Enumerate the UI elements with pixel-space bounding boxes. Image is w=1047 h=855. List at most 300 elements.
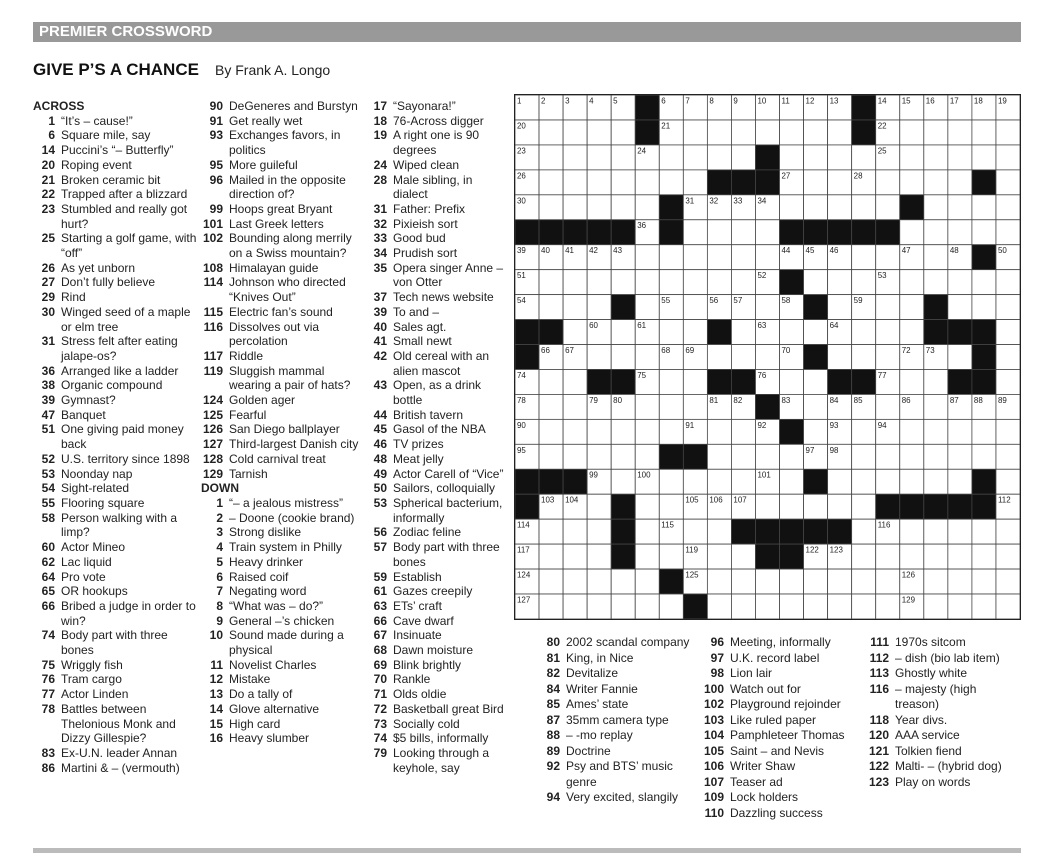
grid-cell[interactable] — [876, 394, 900, 419]
grid-cell[interactable] — [731, 444, 755, 469]
grid-cell[interactable] — [539, 295, 563, 320]
grid-cell[interactable] — [707, 419, 731, 444]
grid-cell[interactable] — [587, 195, 611, 220]
clue-text: Tarnish — [229, 466, 268, 481]
grid-cell[interactable] — [683, 120, 707, 145]
grid-cell[interactable] — [539, 594, 563, 619]
grid-cell[interactable] — [900, 145, 924, 170]
grid-cell[interactable] — [900, 320, 924, 345]
clue-item — [201, 452, 361, 467]
grid-cell[interactable] — [587, 270, 611, 295]
grid-cell[interactable] — [804, 145, 828, 170]
grid-cell[interactable] — [852, 494, 876, 519]
grid-cell[interactable] — [804, 369, 828, 394]
grid-cell[interactable] — [804, 594, 828, 619]
grid-cell[interactable] — [587, 544, 611, 569]
grid-cell[interactable] — [780, 120, 804, 145]
grid-cell[interactable] — [635, 394, 659, 419]
grid-cell[interactable] — [924, 444, 948, 469]
grid-cell[interactable] — [659, 245, 683, 270]
grid-cell[interactable] — [683, 394, 707, 419]
clue-number: 17 — [373, 99, 387, 113]
grid-cell[interactable] — [900, 220, 924, 245]
grid-cell[interactable] — [587, 345, 611, 370]
grid-cell[interactable] — [996, 369, 1020, 394]
grid-cell[interactable] — [611, 444, 635, 469]
cell-number: 79 — [589, 395, 598, 405]
cell-number: 89 — [997, 395, 1007, 405]
grid-cell[interactable] — [539, 145, 563, 170]
grid-cell[interactable] — [948, 170, 972, 195]
grid-cell[interactable] — [924, 145, 948, 170]
grid-cell[interactable] — [948, 569, 972, 594]
cell-number: 66 — [541, 345, 550, 355]
grid-cell[interactable] — [924, 594, 948, 619]
grid-cell[interactable] — [683, 220, 707, 245]
grid-cell[interactable] — [876, 195, 900, 220]
grid-cell[interactable] — [659, 544, 683, 569]
grid-cell[interactable] — [635, 494, 659, 519]
grid-cell[interactable] — [780, 569, 804, 594]
grid-cell[interactable] — [611, 594, 635, 619]
clue-number: 85 — [546, 697, 560, 711]
grid-cell[interactable] — [635, 419, 659, 444]
grid-cell[interactable] — [755, 494, 779, 519]
grid-cell[interactable] — [755, 220, 779, 245]
grid-cell[interactable] — [539, 519, 563, 544]
grid-cell[interactable] — [683, 270, 707, 295]
grid-cell[interactable] — [972, 519, 996, 544]
clue-text: Fearful — [229, 407, 267, 422]
grid-cell[interactable] — [707, 145, 731, 170]
clue-text: Rankle — [393, 672, 431, 687]
grid-cell[interactable] — [972, 120, 996, 145]
grid-cell[interactable] — [924, 569, 948, 594]
grid-cell[interactable] — [563, 195, 587, 220]
grid-cell[interactable] — [996, 444, 1020, 469]
grid-cell[interactable] — [659, 469, 683, 494]
grid-cell[interactable] — [731, 419, 755, 444]
grid-cell[interactable] — [539, 544, 563, 569]
grid-cell[interactable] — [924, 519, 948, 544]
grid-cell[interactable] — [707, 544, 731, 569]
grid-cell[interactable] — [852, 569, 876, 594]
grid-cell[interactable] — [611, 320, 635, 345]
grid-cell[interactable] — [780, 594, 804, 619]
grid-cell[interactable] — [948, 544, 972, 569]
grid-cell[interactable] — [539, 270, 563, 295]
grid-cell[interactable] — [924, 544, 948, 569]
grid-cell[interactable] — [780, 195, 804, 220]
grid-cell[interactable] — [900, 120, 924, 145]
grid-cell[interactable] — [563, 594, 587, 619]
grid-cell[interactable] — [876, 245, 900, 270]
grid-cell[interactable] — [563, 170, 587, 195]
grid-cell[interactable] — [707, 345, 731, 370]
grid-cell[interactable] — [611, 419, 635, 444]
grid-block — [900, 494, 924, 519]
grid-cell[interactable] — [635, 170, 659, 195]
grid-cell[interactable] — [683, 295, 707, 320]
grid-cell[interactable] — [731, 594, 755, 619]
clue-item — [201, 99, 361, 114]
grid-cell[interactable] — [563, 444, 587, 469]
clue-item — [201, 114, 361, 129]
grid-cell[interactable] — [539, 444, 563, 469]
grid-cell[interactable] — [539, 369, 563, 394]
grid-cell[interactable] — [972, 195, 996, 220]
grid-cell[interactable] — [635, 245, 659, 270]
grid-cell[interactable] — [852, 444, 876, 469]
grid-cell[interactable] — [755, 245, 779, 270]
grid-cell[interactable] — [707, 120, 731, 145]
grid-cell[interactable] — [587, 444, 611, 469]
grid-cell[interactable] — [563, 270, 587, 295]
grid-cell[interactable] — [563, 369, 587, 394]
grid-cell[interactable] — [755, 594, 779, 619]
cell-number: 18 — [973, 96, 983, 106]
grid-cell[interactable] — [996, 519, 1020, 544]
grid-cell[interactable] — [828, 295, 852, 320]
clue-number: 40 — [373, 319, 387, 334]
grid-cell[interactable] — [731, 469, 755, 494]
cell-number: 114 — [516, 520, 530, 530]
grid-cell[interactable] — [996, 270, 1020, 295]
grid-cell[interactable] — [659, 270, 683, 295]
grid-cell[interactable] — [852, 519, 876, 544]
grid-cell[interactable] — [852, 469, 876, 494]
grid-cell[interactable] — [563, 320, 587, 345]
grid-cell[interactable] — [539, 195, 563, 220]
grid-cell[interactable] — [731, 245, 755, 270]
grid-cell[interactable] — [924, 369, 948, 394]
grid-cell[interactable] — [972, 544, 996, 569]
grid-cell[interactable] — [924, 245, 948, 270]
grid-cell[interactable] — [948, 444, 972, 469]
grid-cell[interactable] — [924, 120, 948, 145]
grid-cell[interactable] — [611, 569, 635, 594]
grid-cell[interactable] — [924, 220, 948, 245]
grid-cell[interactable] — [852, 245, 876, 270]
grid-cell[interactable] — [948, 270, 972, 295]
grid-cell[interactable] — [804, 195, 828, 220]
grid-cell[interactable] — [563, 120, 587, 145]
clue-item — [201, 511, 361, 526]
grid-cell[interactable] — [539, 170, 563, 195]
clue-number: 18 — [373, 113, 387, 128]
grid-cell[interactable] — [924, 170, 948, 195]
grid-cell[interactable] — [780, 494, 804, 519]
grid-cell[interactable] — [828, 469, 852, 494]
grid-cell[interactable] — [852, 345, 876, 370]
grid-cell[interactable] — [948, 519, 972, 544]
grid-cell[interactable] — [635, 270, 659, 295]
grid-cell[interactable] — [996, 295, 1020, 320]
grid-cell[interactable] — [659, 494, 683, 519]
grid-cell[interactable] — [996, 419, 1020, 444]
grid-cell[interactable] — [804, 394, 828, 419]
grid-cell[interactable] — [828, 145, 852, 170]
grid-cell[interactable] — [996, 145, 1020, 170]
grid-cell[interactable] — [635, 195, 659, 220]
grid-cell[interactable] — [587, 295, 611, 320]
grid-cell[interactable] — [900, 519, 924, 544]
grid-cell[interactable] — [755, 295, 779, 320]
grid-cell[interactable] — [611, 120, 635, 145]
grid-cell[interactable] — [876, 320, 900, 345]
grid-cell[interactable] — [924, 394, 948, 419]
grid-cell[interactable] — [852, 195, 876, 220]
grid-cell[interactable] — [804, 494, 828, 519]
grid-cell[interactable] — [972, 270, 996, 295]
grid-block — [539, 320, 563, 345]
grid-cell[interactable] — [659, 594, 683, 619]
grid-cell[interactable] — [563, 145, 587, 170]
grid-cell[interactable] — [731, 220, 755, 245]
cell-number: 31 — [685, 196, 695, 206]
grid-cell[interactable] — [924, 195, 948, 220]
grid-cell[interactable] — [635, 295, 659, 320]
grid-cell[interactable] — [804, 320, 828, 345]
grid-cell[interactable] — [972, 444, 996, 469]
grid-cell[interactable] — [924, 469, 948, 494]
grid-cell[interactable] — [611, 195, 635, 220]
grid-cell[interactable] — [707, 594, 731, 619]
grid-cell[interactable] — [539, 394, 563, 419]
clue-number: 102 — [703, 697, 724, 711]
grid-cell[interactable] — [828, 195, 852, 220]
grid-cell[interactable] — [876, 569, 900, 594]
grid-cell[interactable] — [900, 419, 924, 444]
grid-cell[interactable] — [539, 569, 563, 594]
grid-cell[interactable] — [780, 145, 804, 170]
grid-cell[interactable] — [683, 170, 707, 195]
grid-cell[interactable] — [948, 345, 972, 370]
grid-cell[interactable] — [611, 345, 635, 370]
grid-cell[interactable] — [780, 444, 804, 469]
clue-number: 92 — [546, 759, 560, 773]
clue-text: – Doone (cookie brand) — [229, 510, 355, 525]
grid-cell[interactable] — [731, 345, 755, 370]
grid-cell[interactable] — [828, 594, 852, 619]
grid-cell[interactable] — [731, 270, 755, 295]
grid-cell[interactable] — [900, 270, 924, 295]
grid-cell[interactable] — [996, 469, 1020, 494]
grid-cell[interactable] — [635, 519, 659, 544]
grid-cell[interactable] — [804, 419, 828, 444]
grid-cell[interactable] — [563, 419, 587, 444]
grid-cell[interactable] — [900, 544, 924, 569]
grid-cell[interactable] — [683, 469, 707, 494]
clue-item — [33, 378, 198, 393]
grid-cell[interactable] — [731, 145, 755, 170]
grid-cell[interactable] — [755, 345, 779, 370]
clue-number: 86 — [41, 760, 55, 775]
grid-cell[interactable] — [755, 569, 779, 594]
grid-cell[interactable] — [731, 544, 755, 569]
grid-cell[interactable] — [539, 419, 563, 444]
grid-cell[interactable] — [924, 419, 948, 444]
grid-cell[interactable] — [731, 569, 755, 594]
grid-cell[interactable] — [611, 270, 635, 295]
grid-cell[interactable] — [611, 145, 635, 170]
grid-cell[interactable] — [804, 120, 828, 145]
grid-cell[interactable] — [876, 295, 900, 320]
grid-cell[interactable] — [683, 369, 707, 394]
grid-cell[interactable] — [563, 394, 587, 419]
grid-cell[interactable] — [852, 270, 876, 295]
grid-cell[interactable] — [852, 320, 876, 345]
grid-cell[interactable] — [635, 544, 659, 569]
grid-cell[interactable] — [804, 270, 828, 295]
grid-cell[interactable] — [780, 369, 804, 394]
grid-cell[interactable] — [948, 195, 972, 220]
grid-cell[interactable] — [587, 494, 611, 519]
clue-item — [365, 261, 510, 290]
grid-cell[interactable] — [755, 120, 779, 145]
grid-cell[interactable] — [635, 345, 659, 370]
grid-cell[interactable] — [563, 544, 587, 569]
grid-cell[interactable] — [900, 170, 924, 195]
grid-cell[interactable] — [707, 519, 731, 544]
grid-cell[interactable] — [755, 444, 779, 469]
grid-cell[interactable] — [707, 569, 731, 594]
grid-cell[interactable] — [972, 220, 996, 245]
grid-cell[interactable] — [900, 369, 924, 394]
clue-text: Year divs. — [895, 712, 948, 727]
grid-cell[interactable] — [876, 444, 900, 469]
grid-cell[interactable] — [563, 295, 587, 320]
grid-cell[interactable] — [587, 594, 611, 619]
clue-number: 106 — [703, 759, 724, 773]
grid-cell[interactable] — [948, 120, 972, 145]
grid-cell[interactable] — [707, 245, 731, 270]
grid-cell[interactable] — [587, 569, 611, 594]
grid-cell[interactable] — [780, 469, 804, 494]
grid-cell[interactable] — [587, 145, 611, 170]
grid-cell[interactable] — [996, 170, 1020, 195]
grid-cell[interactable] — [948, 419, 972, 444]
grid-cell[interactable] — [996, 544, 1020, 569]
grid-cell[interactable] — [876, 345, 900, 370]
grid-cell[interactable] — [707, 469, 731, 494]
grid-cell[interactable] — [996, 220, 1020, 245]
grid-cell[interactable] — [876, 544, 900, 569]
grid-cell[interactable] — [804, 569, 828, 594]
grid-cell[interactable] — [635, 444, 659, 469]
grid-cell[interactable] — [852, 419, 876, 444]
clue-item — [365, 334, 510, 349]
grid-cell[interactable] — [683, 145, 707, 170]
grid-cell[interactable] — [948, 295, 972, 320]
clue-text: Banquet — [61, 407, 106, 422]
grid-cell[interactable] — [563, 519, 587, 544]
grid-cell[interactable] — [828, 494, 852, 519]
grid-cell[interactable] — [635, 569, 659, 594]
grid-block — [780, 519, 804, 544]
grid-cell[interactable] — [828, 569, 852, 594]
grid-cell[interactable] — [587, 170, 611, 195]
grid-cell[interactable] — [996, 195, 1020, 220]
grid-cell[interactable] — [948, 220, 972, 245]
grid-cell[interactable] — [972, 569, 996, 594]
grid-cell[interactable] — [828, 270, 852, 295]
grid-cell[interactable] — [996, 569, 1020, 594]
grid-cell[interactable] — [996, 345, 1020, 370]
grid-cell[interactable] — [852, 145, 876, 170]
grid-cell[interactable] — [852, 544, 876, 569]
grid-cell[interactable] — [948, 594, 972, 619]
crossword-grid[interactable] — [514, 94, 1021, 620]
grid-cell[interactable] — [587, 419, 611, 444]
grid-cell[interactable] — [683, 320, 707, 345]
grid-cell[interactable] — [659, 145, 683, 170]
grid-cell[interactable] — [948, 145, 972, 170]
grid-cell[interactable] — [948, 469, 972, 494]
clue-text: Glove alternative — [229, 701, 320, 716]
grid-cell[interactable] — [828, 345, 852, 370]
grid-cell[interactable] — [635, 594, 659, 619]
grid-cell[interactable] — [828, 120, 852, 145]
grid-cell[interactable] — [659, 170, 683, 195]
grid-cell[interactable] — [972, 419, 996, 444]
grid-cell[interactable] — [683, 245, 707, 270]
grid-cell[interactable] — [804, 170, 828, 195]
grid-cell[interactable] — [731, 120, 755, 145]
grid-cell[interactable] — [659, 394, 683, 419]
clue-number: 36 — [41, 363, 55, 378]
grid-cell[interactable] — [900, 444, 924, 469]
grid-cell[interactable] — [587, 120, 611, 145]
grid-cell[interactable] — [780, 320, 804, 345]
grid-cell[interactable] — [707, 220, 731, 245]
clue-text: Good bud — [393, 231, 446, 246]
clue-text: Square mile, say — [61, 128, 151, 143]
grid-cell[interactable] — [876, 469, 900, 494]
grid-cell[interactable] — [659, 320, 683, 345]
grid-cell[interactable] — [828, 170, 852, 195]
grid-cell[interactable] — [707, 270, 731, 295]
clue-number: 3 — [216, 525, 223, 540]
grid-cell[interactable] — [659, 419, 683, 444]
grid-cell[interactable] — [611, 170, 635, 195]
grid-cell[interactable] — [539, 120, 563, 145]
grid-cell[interactable] — [924, 270, 948, 295]
grid-cell[interactable] — [972, 295, 996, 320]
grid-block — [635, 120, 659, 145]
grid-cell[interactable] — [659, 369, 683, 394]
clue-text: Open, as a drink bottle — [393, 378, 482, 408]
grid-cell[interactable] — [972, 594, 996, 619]
grid-cell[interactable] — [707, 444, 731, 469]
grid-cell[interactable] — [996, 594, 1020, 619]
clue-number: 31 — [41, 334, 55, 349]
grid-cell[interactable] — [996, 120, 1020, 145]
clue-text: Riddle — [229, 348, 264, 363]
grid-cell[interactable] — [900, 295, 924, 320]
grid-cell[interactable] — [587, 519, 611, 544]
grid-cell[interactable] — [900, 469, 924, 494]
grid-cell[interactable] — [683, 519, 707, 544]
grid-cell[interactable] — [852, 594, 876, 619]
grid-cell[interactable] — [876, 170, 900, 195]
grid-cell[interactable] — [996, 320, 1020, 345]
grid-cell[interactable] — [611, 469, 635, 494]
grid-cell[interactable] — [563, 569, 587, 594]
grid-cell[interactable] — [731, 320, 755, 345]
grid-cell[interactable] — [876, 594, 900, 619]
grid-cell[interactable] — [972, 145, 996, 170]
